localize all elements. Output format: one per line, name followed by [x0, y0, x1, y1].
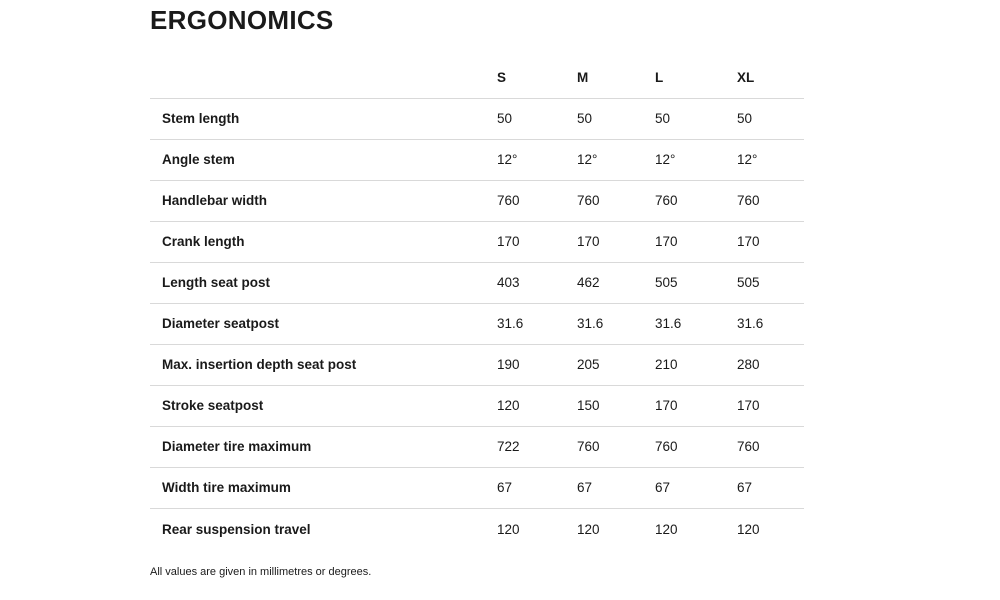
table-row: [150, 99, 804, 140]
row-value-m: 31.6: [577, 316, 604, 332]
row-value-l: 505: [655, 275, 678, 291]
row-label: Diameter seatpost: [162, 316, 280, 332]
row-value-m: 760: [577, 439, 600, 455]
row-value-xl: 120: [737, 521, 760, 537]
row-value-s: 190: [497, 357, 520, 373]
row-value-m: 462: [577, 275, 600, 291]
column-header-s: S: [497, 70, 507, 86]
row-value-xl: 67: [737, 480, 753, 496]
row-value-xl: 31.6: [737, 316, 764, 332]
row-value-s: 120: [497, 521, 520, 537]
row-value-xl: 50: [737, 111, 753, 127]
row-label: Stroke seatpost: [162, 398, 264, 414]
row-value-m: 120: [577, 521, 600, 537]
row-label: Length seat post: [162, 275, 271, 291]
row-value-s: 170: [497, 234, 520, 250]
table-row: [150, 509, 804, 550]
row-value-s: 722: [497, 439, 520, 455]
row-value-l: 50: [655, 111, 671, 127]
row-value-l: 170: [655, 234, 678, 250]
table-row: [150, 181, 804, 222]
row-value-m: 67: [577, 480, 593, 496]
row-value-l: 120: [655, 521, 678, 537]
row-label: Angle stem: [162, 152, 235, 168]
row-value-s: 67: [497, 480, 513, 496]
row-value-l: 170: [655, 398, 678, 414]
row-label: Diameter tire maximum: [162, 439, 312, 455]
row-value-m: 170: [577, 234, 600, 250]
row-value-xl: 760: [737, 193, 760, 209]
table-row: [150, 468, 804, 509]
row-value-m: 12°: [577, 152, 598, 168]
row-value-xl: 12°: [737, 152, 758, 168]
row-label: Crank length: [162, 234, 245, 250]
row-value-xl: 760: [737, 439, 760, 455]
row-value-l: 67: [655, 480, 671, 496]
ergonomics-section: [150, 6, 804, 578]
column-header-l: L: [655, 70, 664, 86]
row-label: Max. insertion depth seat post: [162, 357, 357, 373]
row-value-s: 12°: [497, 152, 518, 168]
row-label: Stem length: [162, 111, 240, 127]
row-value-l: 760: [655, 439, 678, 455]
row-value-m: 150: [577, 398, 600, 414]
row-label: Rear suspension travel: [162, 521, 311, 537]
row-value-xl: 505: [737, 275, 760, 291]
row-value-s: 760: [497, 193, 520, 209]
page-title: ERGONOMICS: [150, 5, 334, 35]
row-value-s: 31.6: [497, 316, 524, 332]
row-value-xl: 170: [737, 234, 760, 250]
row-value-m: 760: [577, 193, 600, 209]
column-header-xl: XL: [737, 70, 755, 86]
column-header-m: M: [577, 70, 589, 86]
table-header-row: [150, 58, 804, 99]
row-value-xl: 280: [737, 357, 760, 373]
row-value-xl: 170: [737, 398, 760, 414]
table-row: [150, 263, 804, 304]
row-value-l: 210: [655, 357, 678, 373]
table-row: [150, 304, 804, 345]
table-row: [150, 345, 804, 386]
table-row: [150, 386, 804, 427]
row-value-s: 403: [497, 275, 520, 291]
ergonomics-table: [150, 58, 804, 550]
row-label: Width tire maximum: [162, 480, 291, 496]
row-value-m: 205: [577, 357, 600, 373]
units-footnote: All values are given in millimetres or degrees.: [150, 565, 372, 578]
table-row: [150, 140, 804, 181]
row-value-l: 760: [655, 193, 678, 209]
row-value-m: 50: [577, 111, 593, 127]
table-row: [150, 427, 804, 468]
row-value-s: 120: [497, 398, 520, 414]
row-value-s: 50: [497, 111, 513, 127]
row-value-l: 12°: [655, 152, 676, 168]
table-row: [150, 222, 804, 263]
row-label: Handlebar width: [162, 193, 268, 209]
row-value-l: 31.6: [655, 316, 682, 332]
